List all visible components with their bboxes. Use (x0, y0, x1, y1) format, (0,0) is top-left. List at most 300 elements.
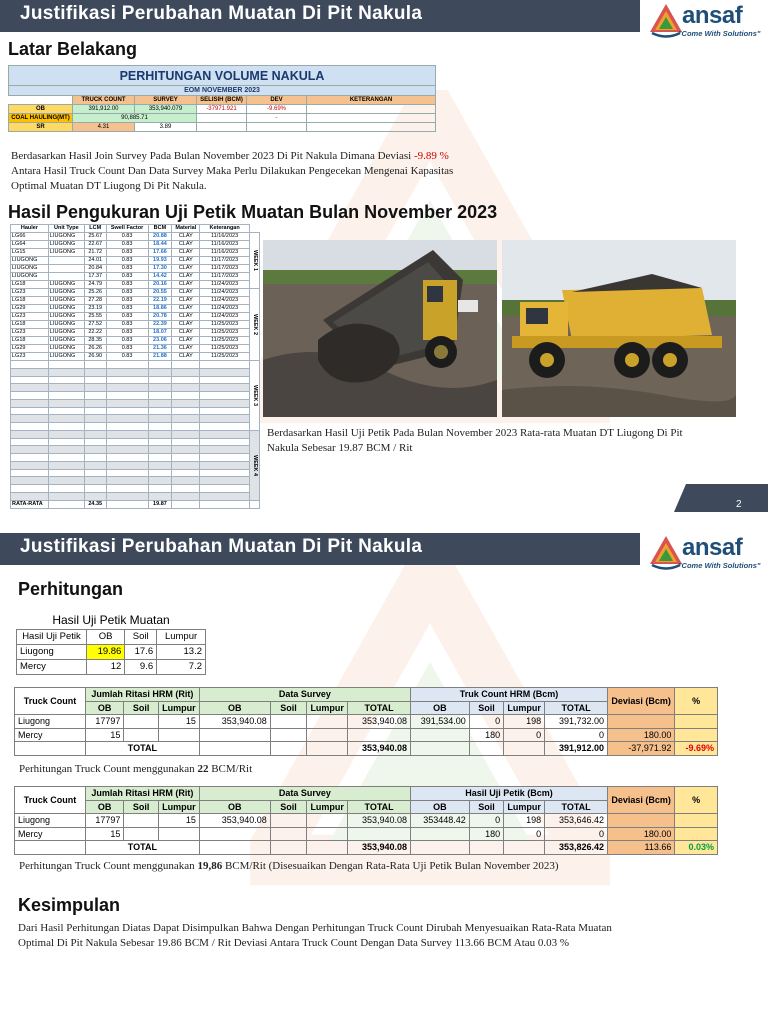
uji-cell: 23.06 (148, 337, 172, 345)
volume-corner (9, 96, 73, 105)
tc-cell: Hasil Uji Petik (Bcm) (411, 787, 608, 801)
uji-empty-cell (48, 368, 84, 376)
uji-cell: LIUGONG (11, 257, 49, 265)
tc-cell: Soil (124, 701, 158, 715)
note-value: 19,86 (197, 860, 223, 872)
uji-empty-cell (200, 407, 250, 415)
uji-table-row (11, 305, 260, 313)
uji-empty-cell (249, 500, 259, 508)
tc-cell (411, 841, 470, 855)
uji-empty-cell (148, 477, 172, 485)
tc-cell: Soil (124, 800, 158, 814)
uji-empty-cell (106, 500, 148, 508)
uji-empty-cell (11, 430, 49, 438)
uji-empty-cell (106, 477, 148, 485)
tc-cell: -9.69% (675, 742, 718, 756)
title-bar (0, 533, 640, 565)
tc-cell (270, 827, 306, 841)
uji-cell: 0.83 (106, 329, 148, 337)
uji-empty-cell (106, 438, 148, 446)
tc-cell: Truck Count (15, 787, 86, 814)
volume-cell: 4.31 (73, 123, 135, 132)
uji-footer-row (11, 500, 260, 508)
paragraph-deviation: -9.89 % (413, 150, 449, 162)
tc-cell: Lumpur (158, 701, 199, 715)
uji-cell: LIUGONG (48, 233, 84, 241)
uji-empty-cell (11, 423, 49, 431)
uji-empty-cell (172, 430, 200, 438)
uji-cell: 0.83 (106, 337, 148, 345)
company-logo (644, 0, 768, 42)
uji-cell: CLAY (172, 257, 200, 265)
uji-table-row (11, 353, 260, 361)
uji-empty-cell (148, 469, 172, 477)
uji-cell: 28.35 (84, 337, 106, 345)
uji-empty-cell (84, 361, 106, 369)
uji-cell: LIUGONG (48, 289, 84, 297)
uji-empty-cell (48, 485, 84, 493)
small-table-header: Lumpur (157, 629, 206, 644)
uji-empty-cell (84, 384, 106, 392)
uji-table-row (11, 469, 260, 477)
uji-cell: 25.55 (84, 313, 106, 321)
tc-cell: 353448.42 (411, 814, 470, 828)
uji-empty-cell (200, 500, 250, 508)
tc-cell (270, 728, 306, 742)
uji-empty-cell (200, 361, 250, 369)
dump-truck-tipping-image (263, 240, 497, 417)
tc-cell (675, 827, 718, 841)
uji-empty-cell (106, 469, 148, 477)
tc-data-row (15, 814, 718, 828)
volume-row-label: SR (9, 123, 73, 132)
uji-cell: CLAY (172, 321, 200, 329)
tc-cell (199, 742, 270, 756)
tc-cell: 353,940.08 (348, 841, 411, 855)
uji-empty-cell (11, 407, 49, 415)
uji-cell: 0.83 (106, 249, 148, 257)
uji-empty-cell (11, 461, 49, 469)
tc-cell: 0 (545, 728, 608, 742)
uji-empty-cell (148, 430, 172, 438)
uji-empty-cell (106, 376, 148, 384)
tc-cell: % (675, 688, 718, 715)
uji-table-row (11, 233, 260, 241)
uji-cell: LIUGONG (48, 249, 84, 257)
uji-cell: LG18 (11, 321, 49, 329)
tc-cell: 391,912.00 (545, 742, 608, 756)
uji-empty-cell (84, 430, 106, 438)
uji-cell: 11/24/2023 (200, 305, 250, 313)
uji-cell: LG23 (11, 353, 49, 361)
uji-cell: 0.83 (106, 289, 148, 297)
uji-cell: LG23 (11, 313, 49, 321)
uji-table-row (11, 321, 260, 329)
small-table-header: OB (87, 629, 125, 644)
uji-cell: 20.55 (148, 289, 172, 297)
uji-cell: 0.83 (106, 241, 148, 249)
uji-cell: LIUGONG (48, 329, 84, 337)
uji-empty-cell (11, 492, 49, 500)
uji-empty-cell (106, 384, 148, 392)
uji-empty-cell (148, 399, 172, 407)
uji-cell: 22.67 (84, 241, 106, 249)
tc-cell (411, 827, 470, 841)
uji-header: LCM (84, 225, 106, 233)
uji-empty-cell (84, 492, 106, 500)
uji-cell: 0.83 (106, 281, 148, 289)
tc-cell: Lumpur (504, 701, 545, 715)
uji-cell: 0.83 (106, 273, 148, 281)
tc-cell: 353,940.08 (348, 715, 411, 729)
uji-empty-cell (84, 423, 106, 431)
note-truck-count-22 (19, 763, 252, 775)
uji-empty-cell (200, 430, 250, 438)
tc-cell (307, 715, 348, 729)
uji-empty-cell (84, 415, 106, 423)
uji-empty-cell (84, 461, 106, 469)
uji-table-row (11, 313, 260, 321)
uji-empty-cell (172, 461, 200, 469)
uji-cell: LIUGONG (48, 337, 84, 345)
uji-empty-cell (106, 415, 148, 423)
uji-cell: LIUGONG (11, 265, 49, 273)
tc-cell (124, 814, 158, 828)
uji-table-row (11, 438, 260, 446)
uji-cell: 0.83 (106, 297, 148, 305)
uji-footer-cell: 24.35 (84, 500, 106, 508)
uji-cell: 18.86 (148, 305, 172, 313)
uji-header: Hauler (11, 225, 49, 233)
tc-cell: TOTAL (545, 701, 608, 715)
uji-cell: 11/25/2023 (200, 329, 250, 337)
uji-empty-cell (106, 430, 148, 438)
volume-cell: 353,940.079 (135, 105, 197, 114)
uji-cell: 11/17/2023 (200, 265, 250, 273)
uji-empty-cell (84, 399, 106, 407)
uji-empty-cell (148, 361, 172, 369)
tc-cell: 391,534.00 (411, 715, 470, 729)
tc-cell: 353,940.08 (348, 742, 411, 756)
uji-empty-cell (172, 446, 200, 454)
uji-cell: LG23 (11, 329, 49, 337)
volume-cell: -9.69% (247, 105, 307, 114)
uji-cell: 11/24/2023 (200, 297, 250, 305)
volume-cell (197, 114, 247, 123)
uji-week-header (249, 225, 259, 233)
tc-cell: Truck Count (15, 688, 86, 715)
uji-cell: 27.52 (84, 321, 106, 329)
uji-cell: 0.83 (106, 313, 148, 321)
uji-empty-cell (200, 376, 250, 384)
uji-cell: 0.83 (106, 305, 148, 313)
tc-cell: 15 (85, 728, 123, 742)
uji-empty-cell (172, 485, 200, 493)
small-table-cell: 12 (87, 659, 125, 674)
uji-empty-cell (106, 461, 148, 469)
tc-cell (158, 728, 199, 742)
uji-empty-cell (48, 392, 84, 400)
uji-empty-cell (11, 485, 49, 493)
volume-cell (307, 105, 436, 114)
tc-cell: Data Survey (199, 688, 410, 702)
tc-cell (469, 841, 503, 855)
tc-cell (124, 827, 158, 841)
tc-cell (348, 827, 411, 841)
uji-empty-cell (48, 469, 84, 477)
uji-empty-cell (172, 438, 200, 446)
paragraph-text: Optimal Muatan DT Liugong Di Pit Nakula. (11, 180, 207, 192)
uji-table-row (11, 492, 260, 500)
volume-header: SURVEY (135, 96, 197, 105)
paragraph-text: Berdasarkan Hasil Join Survey Pada Bulan November 2023 Di Pit Nakula Dimana Deviasi (11, 150, 414, 162)
uji-table-row (11, 399, 260, 407)
volume-cell: 90,885.71 (73, 114, 197, 123)
volume-table-subtitle: EOM NOVEMBER 2023 (9, 86, 436, 96)
logo-tagline: "Come With Solutions" (678, 29, 761, 38)
uji-empty-cell (172, 368, 200, 376)
week-label: WEEK 3 (249, 361, 259, 431)
tc-cell (199, 841, 270, 855)
logo-tagline: "Come With Solutions" (678, 561, 761, 570)
uji-cell: 24.79 (84, 281, 106, 289)
uji-empty-cell (11, 446, 49, 454)
uji-table-row (11, 345, 260, 353)
volume-cell: 3.89 (135, 123, 197, 132)
uji-empty-cell (106, 407, 148, 415)
small-table-cell: 9.6 (125, 659, 157, 674)
uji-empty-cell (48, 399, 84, 407)
volume-cell (307, 123, 436, 132)
tc-cell: Jumlah Ritasi HRM (Rit) (85, 688, 199, 702)
tc-cell: TOTAL (85, 742, 199, 756)
uji-cell: LG15 (11, 249, 49, 257)
uji-empty-cell (48, 446, 84, 454)
uji-empty-cell (84, 376, 106, 384)
uji-empty-cell (148, 461, 172, 469)
volume-cell (307, 114, 436, 123)
volume-row-label: OB (9, 105, 73, 114)
uji-cell: 11/17/2023 (200, 257, 250, 265)
uji-empty-cell (11, 438, 49, 446)
uji-table-row (11, 361, 260, 369)
uji-empty-cell (172, 492, 200, 500)
slide-title: Justifikasi Perubahan Muatan Di Pit Nakula (20, 536, 423, 557)
uji-cell: 25.26 (84, 289, 106, 297)
tc-cell: Soil (270, 701, 306, 715)
small-table-title: Hasil Uji Petik Muatan (17, 611, 206, 629)
uji-empty-cell (200, 485, 250, 493)
uji-cell: 11/25/2023 (200, 337, 250, 345)
uji-table-row (11, 423, 260, 431)
uji-cell: 20.16 (148, 281, 172, 289)
uji-cell: 20.78 (148, 313, 172, 321)
volume-cell (197, 123, 247, 132)
small-table-header: Hasil Uji Petik (17, 629, 87, 644)
section-perhitungan: Perhitungan (18, 579, 124, 599)
note-truck-count-1986 (19, 860, 559, 872)
uji-cell: LG66 (11, 233, 49, 241)
uji-empty-cell (84, 469, 106, 477)
uji-table-row (11, 454, 260, 462)
tc-cell: 391,732.00 (545, 715, 608, 729)
uji-empty-cell (48, 477, 84, 485)
tc-cell (307, 841, 348, 855)
uji-empty-cell (148, 384, 172, 392)
tc-cell: Soil (469, 800, 503, 814)
uji-empty-cell (84, 438, 106, 446)
tc-cell: 198 (504, 715, 545, 729)
tc-cell (124, 728, 158, 742)
tc-cell: Liugong (15, 715, 86, 729)
background-paragraph (11, 149, 571, 194)
tc-cell (199, 827, 270, 841)
uji-empty-cell (200, 469, 250, 477)
uji-cell: CLAY (172, 329, 200, 337)
tc-cell: TOTAL (85, 841, 199, 855)
uji-table-row (11, 446, 260, 454)
tc-data-row (15, 827, 718, 841)
uji-empty-cell (11, 469, 49, 477)
uji-cell: 24.01 (84, 257, 106, 265)
tc-cell: TOTAL (348, 701, 411, 715)
tc-cell: Data Survey (199, 787, 410, 801)
tc-cell: 113.66 (607, 841, 674, 855)
tc-total-row (15, 742, 718, 756)
uji-empty-cell (200, 461, 250, 469)
uji-cell: LG18 (11, 337, 49, 345)
tc-cell: OB (199, 800, 270, 814)
volume-header: DEV (247, 96, 307, 105)
volume-table-title: PERHITUNGAN VOLUME NAKULA (9, 66, 436, 86)
uji-empty-cell (84, 477, 106, 485)
uji-empty-cell (48, 376, 84, 384)
tc-cell (411, 728, 470, 742)
uji-empty-cell (84, 407, 106, 415)
uji-cell: CLAY (172, 353, 200, 361)
section-hasil-pengukuran: Hasil Pengukuran Uji Petik Muatan Bulan November 2023 (8, 202, 498, 222)
tc-cell: OB (85, 800, 123, 814)
uji-cell: CLAY (172, 313, 200, 321)
uji-cell: CLAY (172, 265, 200, 273)
small-table-cell: 17.6 (125, 644, 157, 659)
uji-cell: 21.72 (84, 249, 106, 257)
uji-header: Swell Factor (106, 225, 148, 233)
small-table-cell: Liugong (17, 644, 87, 659)
uji-empty-cell (148, 454, 172, 462)
tc-cell (307, 814, 348, 828)
uji-cell: 0.83 (106, 257, 148, 265)
uji-empty-cell (11, 368, 49, 376)
volume-cell: 391,912.00 (73, 105, 135, 114)
tc-cell (504, 841, 545, 855)
uji-cell: LIUGONG (48, 281, 84, 289)
volume-cell (247, 123, 307, 132)
uji-empty-cell (48, 500, 84, 508)
uji-table-body (11, 233, 260, 509)
uji-empty-cell (106, 368, 148, 376)
tc-cell: 0 (545, 827, 608, 841)
uji-footer-cell: 19.87 (148, 500, 172, 508)
uji-cell: 22.19 (148, 297, 172, 305)
uji-empty-cell (200, 454, 250, 462)
uji-cell: CLAY (172, 297, 200, 305)
volume-table (8, 65, 436, 132)
uji-empty-cell (48, 407, 84, 415)
tc-cell: 353,826.42 (545, 841, 608, 855)
uji-cell: LG18 (11, 281, 49, 289)
tc-cell (675, 814, 718, 828)
uji-cell: 26.90 (84, 353, 106, 361)
caption-line: Nakula Sebesar 19.87 BCM / Rit (267, 442, 413, 454)
uji-empty-cell (200, 446, 250, 454)
uji-empty-cell (106, 399, 148, 407)
uji-cell: CLAY (172, 305, 200, 313)
kesimpulan-paragraph (18, 921, 738, 951)
uji-empty-cell (148, 368, 172, 376)
volume-row-label: COAL HAULING(MT) (9, 114, 73, 123)
tc-cell (607, 715, 674, 729)
uji-empty-cell (172, 500, 200, 508)
uji-table-row (11, 281, 260, 289)
uji-cell: 21.36 (148, 345, 172, 353)
uji-empty-cell (148, 407, 172, 415)
uji-cell: 11/24/2023 (200, 289, 250, 297)
uji-cell: CLAY (172, 337, 200, 345)
volume-cell: -37971.921 (197, 105, 247, 114)
uji-empty-cell (11, 376, 49, 384)
uji-cell: 11/16/2023 (200, 233, 250, 241)
uji-empty-cell (172, 469, 200, 477)
uji-table-row (11, 265, 260, 273)
uji-cell: CLAY (172, 273, 200, 281)
tc-cell: 353,940.08 (199, 814, 270, 828)
uji-cell: 0.83 (106, 265, 148, 273)
uji-cell: LIUGONG (48, 321, 84, 329)
tc-cell (607, 814, 674, 828)
uji-table-row (11, 368, 260, 376)
uji-cell: LG18 (11, 297, 49, 305)
logo-name: ansaf (682, 534, 743, 561)
note-text: Perhitungan Truck Count menggunakan (19, 860, 198, 872)
note-text: BCM/Rit (208, 763, 253, 775)
uji-empty-cell (200, 438, 250, 446)
uji-cell: LIUGONG (48, 345, 84, 353)
uji-empty-cell (172, 477, 200, 485)
tc-cell: Lumpur (307, 800, 348, 814)
uji-cell: 11/16/2023 (200, 249, 250, 257)
tc-cell: OB (411, 701, 470, 715)
uji-empty-cell (48, 415, 84, 423)
dump-truck-photo-right (502, 240, 736, 417)
uji-empty-cell (106, 361, 148, 369)
uji-table-row (11, 461, 260, 469)
tc-cell: OB (85, 701, 123, 715)
uji-cell: 11/25/2023 (200, 321, 250, 329)
uji-cell: CLAY (172, 233, 200, 241)
uji-cell: 17.30 (148, 265, 172, 273)
uji-empty-cell (200, 399, 250, 407)
company-logo (644, 532, 768, 574)
uji-empty-cell (48, 454, 84, 462)
uji-empty-cell (11, 384, 49, 392)
uji-cell: LG29 (11, 305, 49, 313)
uji-empty-cell (148, 438, 172, 446)
tc-cell: 353,940.08 (199, 715, 270, 729)
small-table-cell: Mercy (17, 659, 87, 674)
uji-table-row (11, 249, 260, 257)
tc-cell: 0 (469, 715, 503, 729)
